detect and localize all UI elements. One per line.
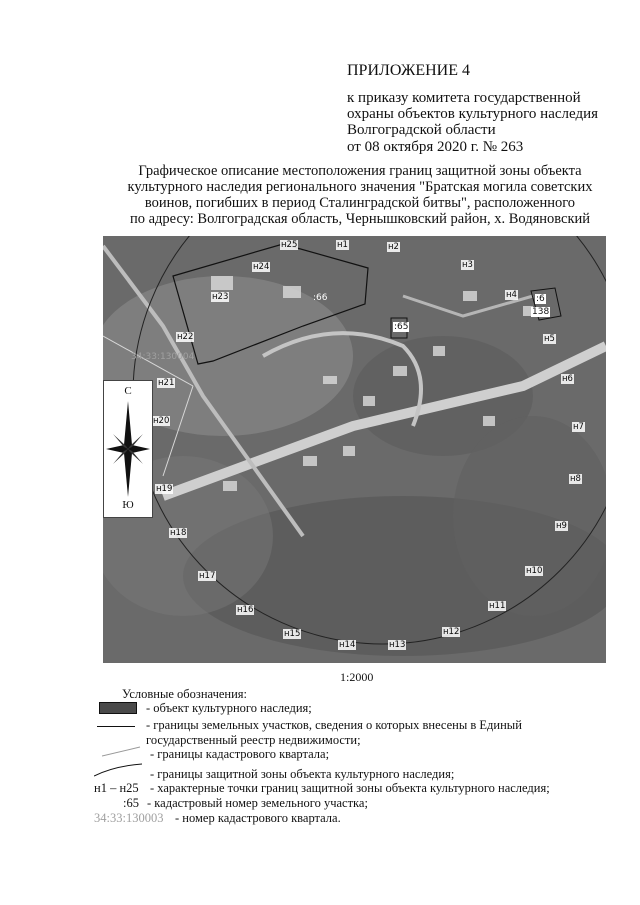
point-label: н13	[389, 640, 406, 650]
point-label: н18	[170, 528, 187, 538]
point-label: н5	[544, 334, 555, 344]
point-label: н17	[199, 571, 216, 581]
header-line-3: Волгоградской области	[347, 122, 496, 138]
title-line-3: воинов, погибших в период Сталинградской битвы", расположенного	[144, 195, 576, 211]
parcel-label: :6	[536, 294, 545, 304]
compass-north: С	[124, 385, 132, 397]
appendix-title: ПРИЛОЖЕНИЕ 4	[347, 62, 471, 79]
parcel-label: :65	[394, 322, 409, 332]
point-label: н23	[212, 292, 229, 302]
point-label: н7	[573, 422, 584, 432]
map-drawing	[103, 236, 606, 663]
point-label: н16	[237, 605, 254, 615]
legend-item-quarter-number: - номер кадастрового квартала.	[175, 811, 341, 825]
map-scale: 1:2000	[340, 670, 374, 684]
title-line-4: по адресу: Волгоградская область, Чернышковский район, х. Водяновский	[129, 211, 591, 227]
header-line-1: к приказу комитета государственной	[347, 90, 581, 106]
legend-symbol-parcel-number: :65	[123, 796, 139, 810]
legend-item-quarter: - границы кадастрового квартала;	[150, 747, 330, 761]
legend-item-zone: - границы защитной зоны объекта культурного наследия;	[150, 767, 455, 781]
protection-zone-symbol	[94, 762, 144, 778]
legend-heading: Условные обозначения:	[122, 687, 248, 701]
point-label: н12	[443, 627, 460, 637]
legend-item-parcel-number: - кадастровый номер земельного участка;	[147, 796, 368, 810]
point-label: н8	[570, 474, 581, 484]
compass	[103, 380, 153, 518]
point-label: н25	[281, 240, 298, 250]
point-label: н20	[153, 416, 170, 426]
point-label: н21	[158, 378, 175, 388]
point-label: н14	[339, 640, 356, 650]
point-label: н10	[526, 566, 543, 576]
title-line-2: культурного наследия регионального значения "Братская могила советских	[127, 179, 593, 195]
point-label: н6	[562, 374, 573, 384]
parcel-label: 138	[532, 307, 550, 317]
map-image	[103, 236, 606, 663]
header-date: от 08 октября 2020 г. № 263	[347, 139, 524, 155]
legend-symbol-points: н1 – н25	[94, 781, 139, 795]
legend-item-heritage: - объект культурного наследия;	[146, 701, 312, 715]
compass-rose-icon	[104, 399, 152, 499]
point-label: н11	[489, 601, 506, 611]
point-label: н15	[284, 629, 301, 639]
parcel-boundary-symbol	[97, 726, 135, 727]
point-label: н22	[177, 332, 194, 342]
point-label: н2	[388, 242, 399, 252]
point-label: н1	[337, 240, 348, 250]
parcel-label: :66	[313, 293, 328, 303]
point-label: н19	[156, 484, 173, 494]
legend-item-parcel-cont: государственный реестр недвижимости;	[146, 733, 361, 747]
point-label: н3	[462, 260, 473, 270]
heritage-object-symbol	[99, 702, 137, 714]
legend-item-parcel: - границы земельных участков, сведения о которых внесены в Единый	[146, 718, 522, 732]
point-label: н9	[556, 521, 567, 531]
title-line-1: Графическое описание местоположения границ защитной зоны объекта	[138, 163, 582, 179]
quarter-boundary-symbol	[102, 744, 142, 758]
legend-item-points: - характерные точки границ защитной зоны объекта культурного наследия;	[150, 781, 550, 795]
legend-symbol-quarter-number: 34:33:130003	[94, 811, 164, 825]
point-label: н24	[253, 262, 270, 272]
quarter-number: 34:33:130004	[131, 352, 195, 362]
point-label: н4	[506, 290, 517, 300]
header-line-2: охраны объектов культурного наследия	[347, 106, 599, 122]
compass-south: Ю	[122, 499, 134, 511]
